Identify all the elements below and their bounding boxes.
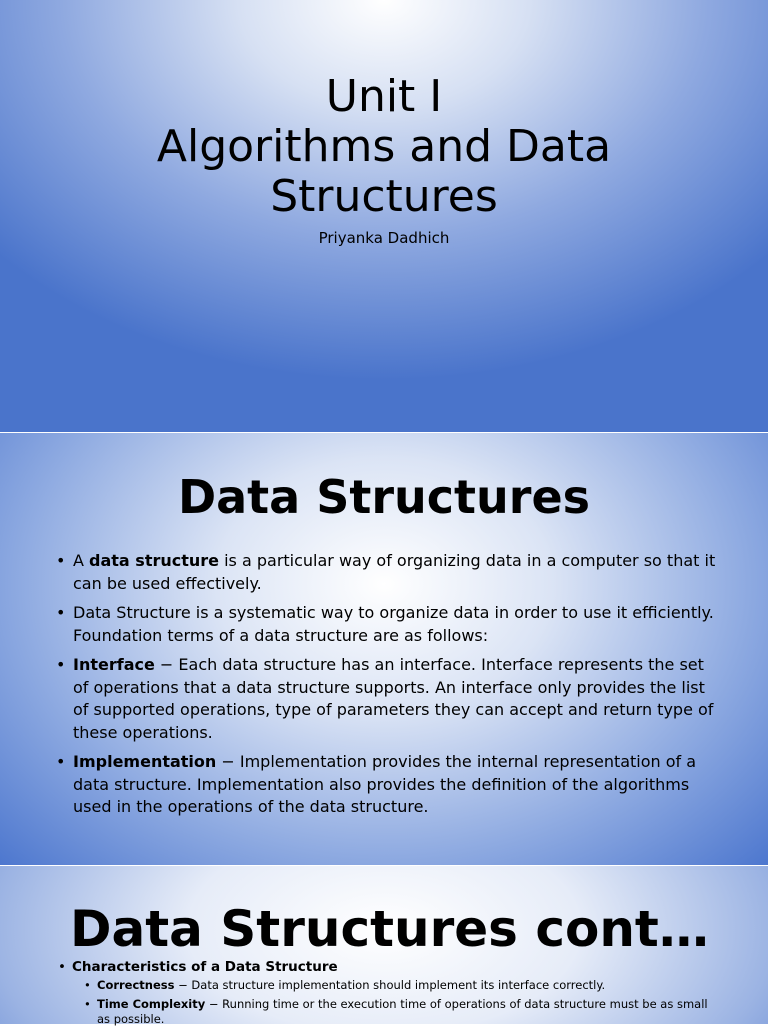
bullet-bold-text: data structure xyxy=(89,551,220,570)
bullet-bold-text: Interface xyxy=(73,655,155,674)
title-line: Structures xyxy=(270,171,498,222)
bullet-text: Data Structure is a systematic way to organize data in order to use it efficiently. Foundation terms of a data structure are as follows: xyxy=(73,603,714,645)
bullet-item xyxy=(56,654,716,744)
title-line: Algorithms and Data xyxy=(156,121,612,172)
bullet-text: A xyxy=(73,551,90,570)
sub-bullet-bold-text: Correctness xyxy=(97,978,175,992)
sub-bullet-text: − Data structure implementation should implement its interface correctly. xyxy=(174,978,606,992)
bullet-item xyxy=(56,751,716,819)
bullet-text: − Implementation provides the internal representation of a data structure. Implementation also provides the definition of the algorithms used in the operations of the data structure. xyxy=(73,752,697,816)
bullet-text: − Each data structure has an interface. Interface represents the set of operations that a data structure supports. An interface only provides the list of supported operations, type of parameters they can accept and return type of these operations. xyxy=(73,655,714,742)
author-name: Priyanka Dadhich xyxy=(318,229,450,247)
sub-bullet-item xyxy=(84,978,724,994)
slide-3-heading: • Characteristics of a Data Structure xyxy=(58,957,338,977)
slide-2-title: Data Structures xyxy=(177,470,591,524)
sub-bullet-text: − Running time or the execution time of operations of data structure must be as small as possible. xyxy=(97,996,708,1026)
slide-3-sub-bullet-list xyxy=(84,978,724,1031)
slide-2-bullet-list xyxy=(56,550,716,826)
bullet-bold-text: Implementation xyxy=(73,752,217,771)
sub-bullet-item xyxy=(84,997,724,1028)
slide-1-title xyxy=(0,72,768,222)
bullet-item xyxy=(56,602,716,647)
bullet-text: is a particular way of organizing data in a computer so that it can be used effectively. xyxy=(73,551,716,593)
title-line: Unit I xyxy=(325,71,443,122)
slide-3-title: Data Structures cont… xyxy=(70,900,709,958)
bullet-item xyxy=(56,550,716,595)
sub-bullet-bold-text: Time Complexity xyxy=(97,996,206,1011)
